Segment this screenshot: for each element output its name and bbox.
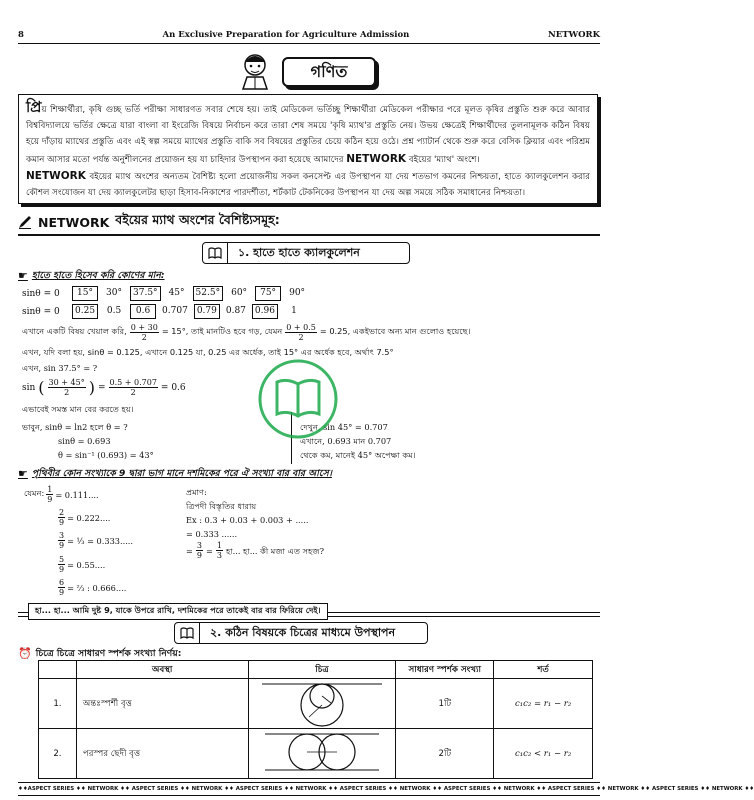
sin-value-cell: 0.6 [130, 304, 156, 319]
denominator: 9 [59, 518, 65, 527]
intro-dropcap: প্রি [26, 98, 42, 116]
denominator: 2 [298, 333, 304, 342]
sin-value-cell: 0.96 [252, 304, 278, 319]
ninth-1 [24, 485, 99, 504]
numerator: 1 [47, 485, 53, 494]
fraction [216, 541, 223, 560]
sin-row1-label: sinθ = 0 [22, 288, 60, 299]
bullet-nine-division [18, 466, 332, 481]
row-condition: c₁c₂ < r₁ − r₂ [494, 729, 593, 779]
proof-line-2: Ex : 0.3 + 0.03 + 0.003 + ..... [186, 515, 309, 525]
proof-line-1: ত্রিপদী বিস্তৃতির ধারায় [186, 501, 257, 511]
avg-text-c: = 0.25, একইভাবে অন্য মান গুলোও হয়েছে। [319, 326, 471, 336]
sin-angle-row [22, 286, 313, 301]
intro-brand-inline-2: NETWORK [26, 169, 86, 182]
header-case: অবস্থা [76, 661, 248, 679]
ninth-6 [58, 578, 126, 597]
intro-paragraph-1-tail: বইয়ের 'ম্যাথ' অংশে। [408, 154, 480, 165]
page-number: 8 [18, 30, 24, 40]
bullet-angle-values [18, 268, 165, 283]
fraction-angles [48, 378, 86, 397]
sin-value-cell: 0.87 [225, 306, 246, 316]
section-1-chip [202, 242, 410, 264]
fraction [58, 578, 65, 597]
fraction [58, 555, 65, 574]
brand-name: NETWORK [548, 30, 600, 40]
intro-brand-inline: NETWORK [346, 152, 407, 165]
features-brand: NETWORK [38, 214, 110, 230]
footer-strip: ♦♦ASPECT SERIES ♦♦ NETWORK ♦♦ ASPECT SERIES ♦♦ NETWORK ♦♦ ASPECT SERIES ♦♦ NETWORK ♦♦ ASPECT SERIES ♦♦ NETWORK ♦♦ ASPECT SERIES ♦♦ NETWORK ♦♦ ASPECT SERIES ♦♦ NETWORK ♦♦ ASPECT SERIES ♦♦ NETWORK ♦♦ [18, 782, 600, 796]
features-heading-text: বইয়ের ম্যাথ অংশের বৈশিষ্ট্যসমূহ: [115, 212, 280, 227]
section-1-logo-icon [203, 243, 228, 263]
running-header [18, 27, 600, 43]
bullet-angle-values-text: হাতে হাতে হিসেব করি কোণের মান: [31, 270, 165, 281]
equals-sign: = [97, 382, 106, 393]
ln2-line-2: sinθ = 0.693 [58, 436, 111, 446]
numerator: 6 [59, 578, 65, 587]
ln2-example [22, 420, 154, 462]
chapter-banner [238, 52, 388, 92]
intersecting-circles-icon [257, 730, 387, 774]
average-explanation [22, 323, 471, 342]
angle-cell: 75° [255, 286, 281, 301]
decimal-value: = ⅔ : 0.666.... [67, 582, 127, 593]
row-case: অন্তঃস্পর্শী বৃত্ত [76, 679, 248, 729]
numerator: 3 [196, 541, 202, 550]
fraction [46, 485, 53, 504]
intro-paragraph-1: য় শিক্ষার্থীরা, কৃষি গুচ্ছ ভর্তি পরীক্ষা সাধারণত সবার শেষে হয়। তাই মেডিকেল ভর্তিচ্ছু শিক্ষার্থীরা মেডিকেল পরীক্ষার পরে মূলত কৃষির প্রস্তুতি শুরু করে আবার বিশ্ববিদ্যালয়ে ভর্তির ক্ষেত্রে যারা বাংলা বা ইংরেজি বিষয়ে নির্বাচন করে তারা শেষ সময়ে 'কৃষি ম্যাথ'র প্রস্তুতি নেয়। উভয় ক্ষেত্রেই শিক্ষার্থীদের তুলনামূলক কঠিন বিষয় হয়ে দাঁড়ায় ম্যাথের প্রস্তুতি এবং এই স্বল্প সময়ে ম্যাথের প্রস্তুতি বাকি সব বিষয়ের প্রস্তুতির চেয়ে কঠিন হয়ে ওঠে। প্রশ্ন প্যাটার্ন থেকে শুরু করে বেসিক ক্লিয়ার এবং পরিশ্রম কমান আসার মতো পর্যন্ত অনুশীলনের প্রয়োজন হয় যা চাহিদার উপস্থাপন করা হয়েছে আমাদের [26, 105, 590, 165]
pointing-hand-icon: ☛ [18, 467, 28, 480]
row-count: 1টি [396, 679, 494, 729]
angle-cell: 37.5° [130, 286, 161, 301]
fraction-0-05 [285, 323, 317, 342]
proof-line-4 [186, 541, 324, 560]
intro-paragraph-2: বইয়ের ম্যাথ অংশের অন্যতম বৈশিষ্ট্য হলো প্রয়োজনীয় সকল কনসেপ্ট এর উপস্থাপন যা দেয় শতভাগ কমনের নিশ্চয়তা, হাতে ক্যালকুলেশন করার কৌশল সংযোজন যা দেয় ক্যালকুলেটর ছাড়া হিসাব-নিকাশের পারদর্শীতা, শর্টকাট টেকনিকের উপস্থাপন যা দেয় অল্প সময়ে সঠিক সমাধানের নিশ্চয়তা। [26, 171, 590, 199]
denominator: 9 [47, 495, 53, 504]
row-case: পরস্পর ছেদী বৃত্ত [76, 729, 248, 779]
section-2-chip [174, 622, 428, 644]
sin-row2-label: sinθ = 0 [22, 306, 60, 317]
ninth-5 [58, 555, 105, 574]
fraction [196, 541, 203, 560]
ln2-line-1: ভাবুন, sinθ = ln2 হলে θ = ? [22, 422, 128, 432]
half-value-line: এখন, যদি বলা হয়, sinθ = 0.125, এখানে 0.125 যা, 0.25 এর অর্ধেক, তাই 15° এর অর্ধেক হবে, অর্থাৎ 7.5° [22, 347, 394, 357]
angle-cell: 30° [106, 288, 122, 298]
series-proof [186, 485, 324, 560]
section-2-title-text: কঠিন বিষয়কে চিত্রের মাধ্যমে উপস্থাপন [225, 625, 396, 639]
header-figure: চিত্র [248, 661, 396, 679]
sin-value-cell: 1 [291, 306, 297, 316]
decimal-value: = ⅓ = 0.333..... [67, 535, 134, 546]
avg-text-b: = 15°, তাই মানটিও হবে গড়, যেমন [161, 326, 283, 336]
sin45-line-1: দেখুন, sin 45° = 0.707 [300, 422, 388, 432]
section-1-title-text: হাতে হাতে ক্যালকুলেশন [253, 245, 360, 259]
angle-cell: 45° [168, 288, 185, 298]
book-title: An Exclusive Preparation for Agriculture Admission [162, 30, 410, 40]
sin45-line-2: এখানে, 0.693 মান 0.707 [300, 436, 392, 446]
bullet-common-tangents [18, 646, 181, 661]
denominator: 2 [64, 388, 70, 397]
denominator: 9 [59, 565, 65, 574]
question-line: এখন, sin 37.5° = ? [22, 363, 98, 373]
sin-value-row [22, 304, 310, 319]
fraction-sines [109, 378, 158, 397]
angle-cell: 90° [289, 288, 306, 298]
sin-value-cell: 0.707 [162, 306, 188, 316]
numerator: 3 [59, 531, 65, 540]
right-paren: ) [88, 378, 95, 397]
method-line: এভাবেই সমস্ত মান বের করতে হয়। [22, 404, 134, 414]
watermark-logo-icon [257, 358, 339, 440]
sin-result: = 0.6 [160, 382, 186, 393]
numerator: 5 [59, 555, 65, 564]
denominator: 9 [59, 588, 65, 597]
denominator: 9 [59, 541, 65, 550]
angle-cell: 60° [231, 288, 248, 298]
numerator: 0.5 + 0.707 [109, 378, 157, 387]
features-heading [18, 212, 280, 232]
sin-word: sin [22, 382, 36, 393]
decimal-value: = 0.222.... [67, 512, 111, 523]
angle-cell: 15° [72, 286, 98, 301]
numerator: 1 [216, 541, 222, 550]
section-2-number: ২. [210, 625, 222, 639]
header-count: সাধারণ স্পর্শক সংখ্যা [396, 661, 494, 679]
internal-tangent-figure [248, 679, 396, 729]
numerator: 0 + 0.5 [286, 323, 316, 332]
ln2-line-3: θ = sin⁻¹ (0.693) = 43° [58, 450, 154, 460]
table-row [39, 679, 593, 729]
denominator: 9 [196, 551, 202, 560]
alarm-clock-icon: ⏰ [18, 647, 32, 660]
decimal-value: = 0.55.... [67, 559, 106, 570]
pointing-hand-icon: ☛ [18, 269, 28, 282]
angle-cell: 52.5° [193, 286, 224, 301]
sin-value-cell: 0.5 [106, 306, 122, 316]
section-1-title [228, 244, 370, 263]
numerator: 30 + 45° [48, 378, 85, 387]
denominator: 2 [130, 388, 136, 397]
denominator: 2 [141, 333, 147, 342]
left-paren: ( [38, 378, 45, 397]
equals-sign: = [205, 545, 213, 556]
ninth-3 [58, 531, 133, 550]
fraction [58, 508, 65, 527]
numerator: 2 [59, 508, 65, 517]
sin-value-cell: 0.25 [72, 304, 98, 319]
numerator: 0 + 30 [130, 323, 158, 332]
proof-exclaim: হা... হা... কী মজা এত সহজ? [225, 545, 325, 556]
sin-value-cell: 0.79 [194, 304, 220, 319]
row-number: 2. [39, 729, 77, 779]
intro-box [18, 94, 598, 204]
cartoon-student-icon [238, 52, 272, 90]
tangent-table [38, 660, 593, 779]
ninth-2 [58, 508, 110, 527]
ninths-lead: যেমন: [24, 488, 45, 498]
header-rule [18, 43, 600, 44]
chapter-title: গণিত [282, 57, 376, 87]
bullet-common-tangents-text: চিত্রে চিত্রে সাধারণ স্পর্শক সংখ্যা নির্ণয়: [35, 648, 182, 659]
avg-text-a: এখানে একটি বিষয় খেয়াল করি, [22, 326, 127, 336]
row-count: 2টি [396, 729, 494, 779]
sin45-line-3: থেকে কম, মানেই 45° অপেক্ষা কম। [300, 450, 416, 460]
section-2-title [200, 624, 405, 643]
sin-average-expression [22, 378, 186, 397]
table-header-row [39, 661, 593, 679]
decimal-value: = 0.111.... [55, 489, 99, 500]
equals-sign: = [186, 545, 193, 556]
book-logo-icon [180, 627, 194, 639]
row-condition: c₁c₂ = r₁ − r₂ [494, 679, 593, 729]
table-row [39, 729, 593, 779]
header-condition: শর্ত [494, 661, 593, 679]
row-number: 1. [39, 679, 77, 729]
book-logo-icon [208, 247, 222, 259]
section-1-number: ১. [238, 245, 250, 259]
fraction-0-30 [130, 323, 159, 342]
nine-note-box: হা... হা... আমি দুষ্ট 9, যাকে উপরে রাখি, দশমিকের পরে তাকেই বার বার ফিরিয়ে দেই। [28, 603, 328, 620]
section-2-logo-icon [175, 623, 200, 643]
denominator: 3 [216, 551, 222, 560]
fraction [58, 531, 65, 550]
proof-line-3: = 0.333 ...... [186, 529, 238, 539]
bullet-nine-division-text: পৃথিবীর কোন সংখ্যাকে 9 দ্বারা ভাগ মানে দশমিকের পরে ঐ সংখ্যা বার বার আসে। [31, 468, 332, 479]
proof-title: প্রমাণ: [186, 487, 207, 497]
section-rule [18, 234, 600, 236]
pen-icon [18, 215, 32, 229]
internally-tangent-circles-icon [257, 681, 387, 723]
intersecting-figure [248, 729, 396, 779]
header-sl [39, 661, 77, 679]
